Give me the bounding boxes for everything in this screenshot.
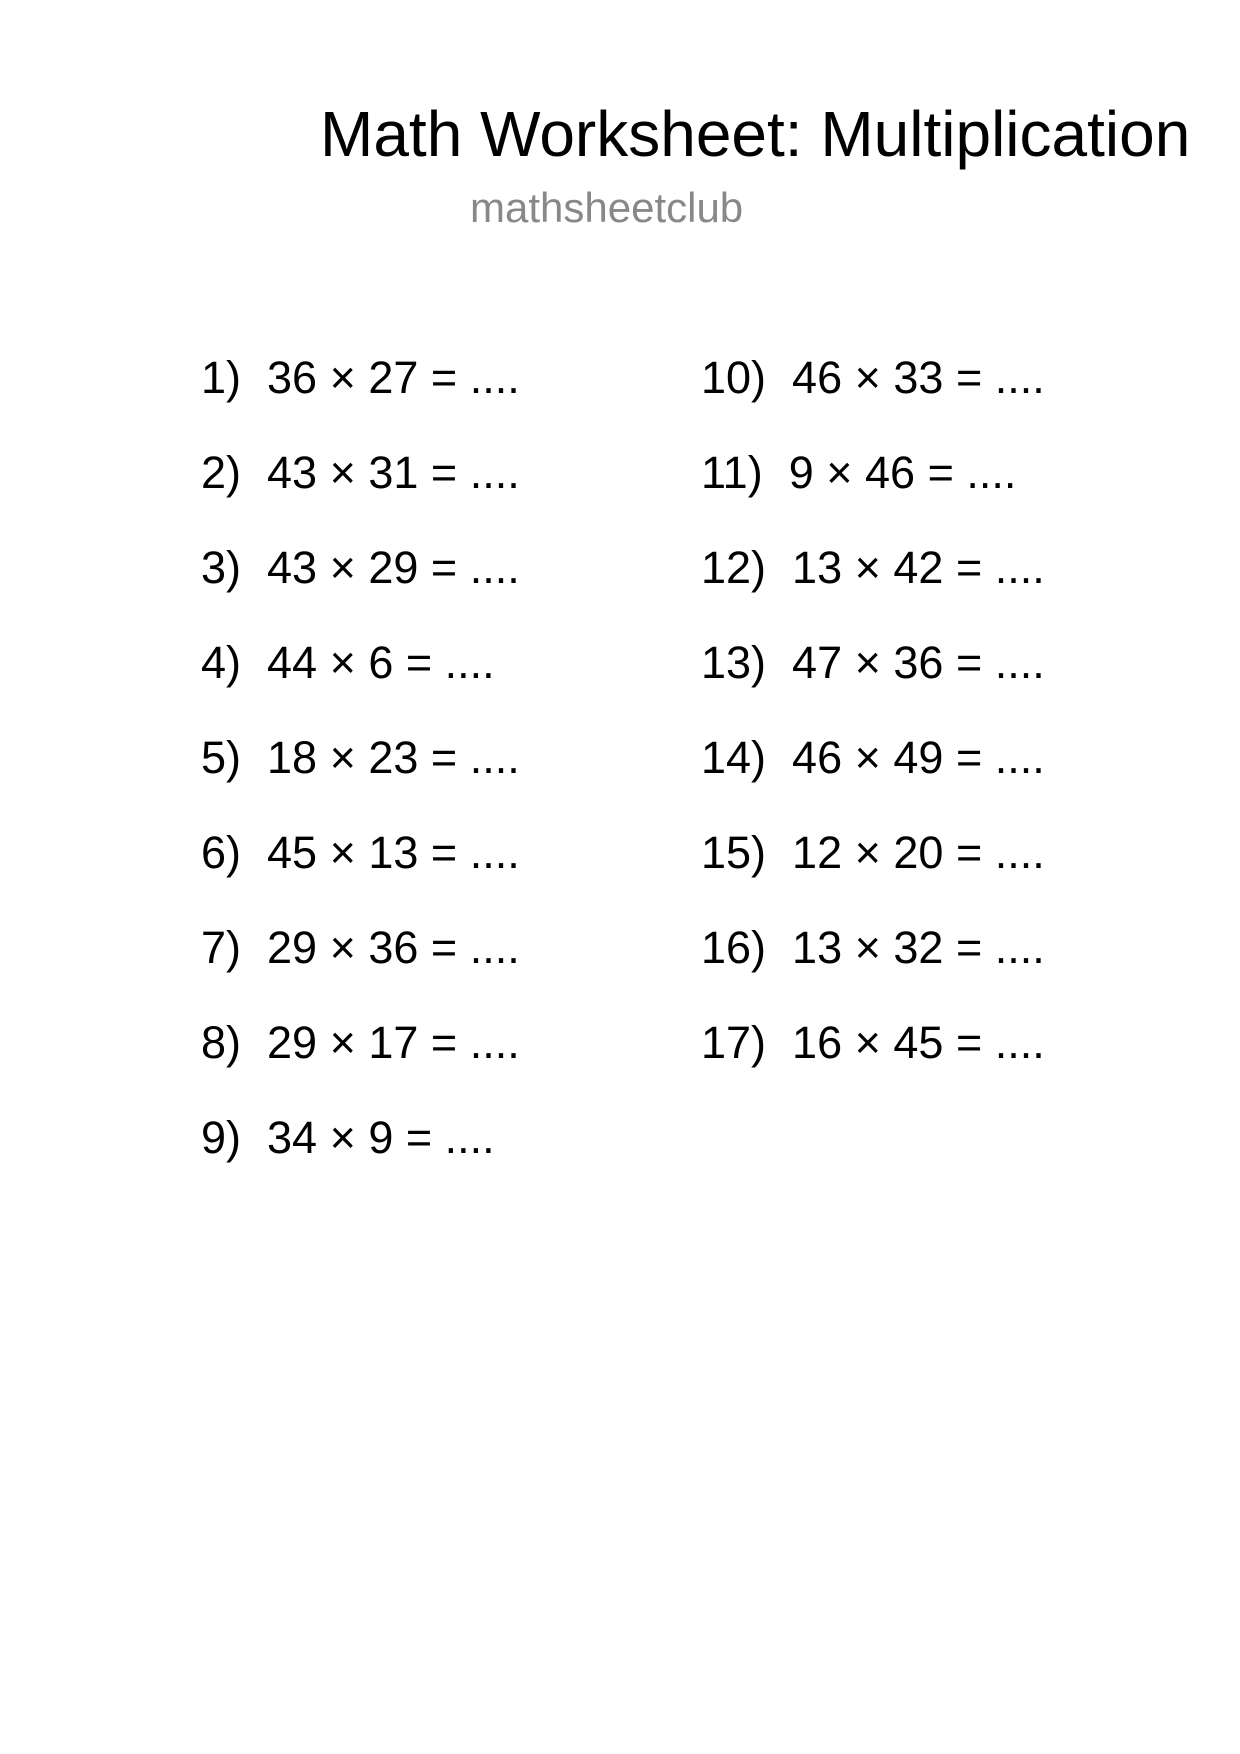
problem-number: 10): [701, 352, 767, 403]
problem-expression: 9 × 46 = ....: [788, 447, 1017, 498]
problem: [701, 730, 1045, 825]
problem-expression: 16 × 45 = ....: [792, 1017, 1045, 1068]
problem-expression: 46 × 33 = ....: [792, 352, 1045, 403]
worksheet-title: Math Worksheet: Multiplication: [320, 98, 1191, 170]
problem: [201, 730, 520, 825]
problem: [201, 1110, 520, 1205]
problem-number: 16): [701, 922, 767, 973]
problem: [701, 445, 1045, 540]
problem-number: 2): [201, 447, 242, 498]
problem-expression: 18 × 23 = ....: [267, 732, 520, 783]
problem-expression: 29 × 36 = ....: [267, 922, 520, 973]
problem: [701, 825, 1045, 920]
problem: [701, 635, 1045, 730]
problem-expression: 36 × 27 = ....: [267, 352, 520, 403]
problem-expression: 47 × 36 = ....: [792, 637, 1045, 688]
problem-number: 5): [201, 732, 242, 783]
problem: [201, 825, 520, 920]
problem-number: 4): [201, 637, 242, 688]
problem: [201, 920, 520, 1015]
problem: [201, 540, 520, 635]
problem-number: 1): [201, 352, 242, 403]
problem: [201, 635, 520, 730]
problem: [701, 350, 1045, 445]
problem-number: 3): [201, 542, 242, 593]
problem-expression: 45 × 13 = ....: [267, 827, 520, 878]
problem-expression: 43 × 29 = ....: [267, 542, 520, 593]
problem-number: 17): [701, 1017, 767, 1068]
problem: [701, 920, 1045, 1015]
problems-column-right: [701, 350, 1045, 1110]
problem-expression: 13 × 42 = ....: [792, 542, 1045, 593]
problem-expression: 12 × 20 = ....: [792, 827, 1045, 878]
problem: [201, 1015, 520, 1110]
problem-number: 11): [701, 447, 763, 498]
problem-number: 12): [701, 542, 767, 593]
problem-expression: 34 × 9 = ....: [267, 1112, 495, 1163]
problem-number: 9): [201, 1112, 242, 1163]
problem-expression: 43 × 31 = ....: [267, 447, 520, 498]
problem: [701, 1015, 1045, 1110]
worksheet-subtitle: mathsheetclub: [470, 184, 744, 231]
problem: [701, 540, 1045, 635]
problem-expression: 13 × 32 = ....: [792, 922, 1045, 973]
problem-number: 14): [701, 732, 767, 783]
problem-number: 8): [201, 1017, 242, 1068]
problem-number: 13): [701, 637, 767, 688]
problem-expression: 46 × 49 = ....: [792, 732, 1045, 783]
problem-number: 7): [201, 922, 242, 973]
problem-expression: 44 × 6 = ....: [267, 637, 495, 688]
problem-number: 6): [201, 827, 242, 878]
problems-column-left: [201, 350, 520, 1205]
problem: [201, 445, 520, 540]
problem-expression: 29 × 17 = ....: [267, 1017, 520, 1068]
problem-number: 15): [701, 827, 767, 878]
problem: [201, 350, 520, 445]
